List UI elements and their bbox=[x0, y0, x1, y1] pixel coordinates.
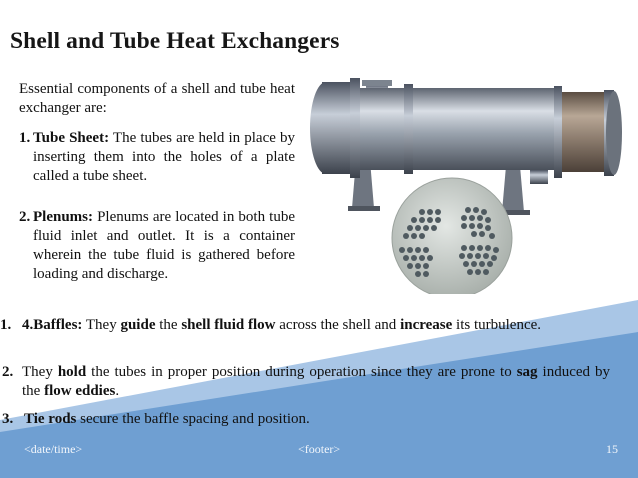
text-run: its turbulence. bbox=[452, 317, 542, 333]
intro-text: Essential components of a shell and tube heat exchanger are: bbox=[19, 81, 295, 116]
text-run: induced by the bbox=[22, 364, 610, 399]
text-run: across the shell and bbox=[275, 317, 401, 333]
shell-end-right bbox=[560, 92, 606, 172]
term-baffles: Baffles: bbox=[33, 317, 83, 333]
desc-plenums: Plenums are located in both tube fluid inlet and outlet. It is a container wherein the tube fluid is gathered before loading and discharge. bbox=[33, 209, 295, 282]
tube-sheet-diagram bbox=[392, 178, 512, 294]
keyword-shell-fluid-flow: shell fluid flow bbox=[181, 317, 276, 333]
list-number-secondary: 4. bbox=[22, 317, 34, 333]
desc-tie-rods: secure the baffle spacing and position. bbox=[76, 411, 310, 427]
keyword-guide: guide bbox=[120, 317, 156, 333]
term-tie-rods: Tie rods bbox=[24, 411, 77, 427]
term-plenums: Plenums: bbox=[33, 209, 93, 225]
slide-title: Shell and Tube Heat Exchangers bbox=[10, 28, 340, 54]
list-item-tie-rods bbox=[2, 410, 610, 429]
text-run: the bbox=[155, 317, 182, 333]
list-item-plenums bbox=[19, 208, 295, 284]
keyword-flow-eddies: flow eddies bbox=[44, 383, 116, 399]
text-run: They bbox=[22, 364, 58, 380]
list-number: 2. bbox=[19, 209, 31, 225]
keyword-increase: increase bbox=[400, 317, 453, 333]
text-run: the tubes in proper position during operation since they are prone to bbox=[86, 364, 517, 380]
list-number: 1. bbox=[0, 317, 12, 333]
keyword-hold: hold bbox=[57, 364, 87, 380]
desc-tube-sheet: The tubes are held in place by inserting them into the holes of a plate called a tube sheet. bbox=[33, 130, 295, 184]
keyword-sag: sag bbox=[516, 364, 538, 380]
list-number: 1. bbox=[19, 130, 31, 146]
shell bbox=[360, 88, 560, 170]
heat-exchanger-illustration bbox=[304, 62, 624, 294]
footer-date: <date/time> bbox=[24, 442, 83, 456]
list-item-baffle-support bbox=[2, 363, 610, 401]
page-number: 15 bbox=[606, 442, 618, 456]
list-number: 3. bbox=[2, 411, 14, 427]
footer-text: <footer> bbox=[298, 442, 341, 456]
list-number: 2. bbox=[2, 364, 14, 380]
text-run: They bbox=[82, 317, 121, 333]
term-tube-sheet: Tube Sheet: bbox=[33, 130, 110, 146]
outlet-nozzle bbox=[530, 170, 548, 184]
list-item-tube-sheet bbox=[19, 129, 295, 186]
list-item-baffles bbox=[0, 316, 610, 335]
text-run: . bbox=[115, 383, 120, 399]
